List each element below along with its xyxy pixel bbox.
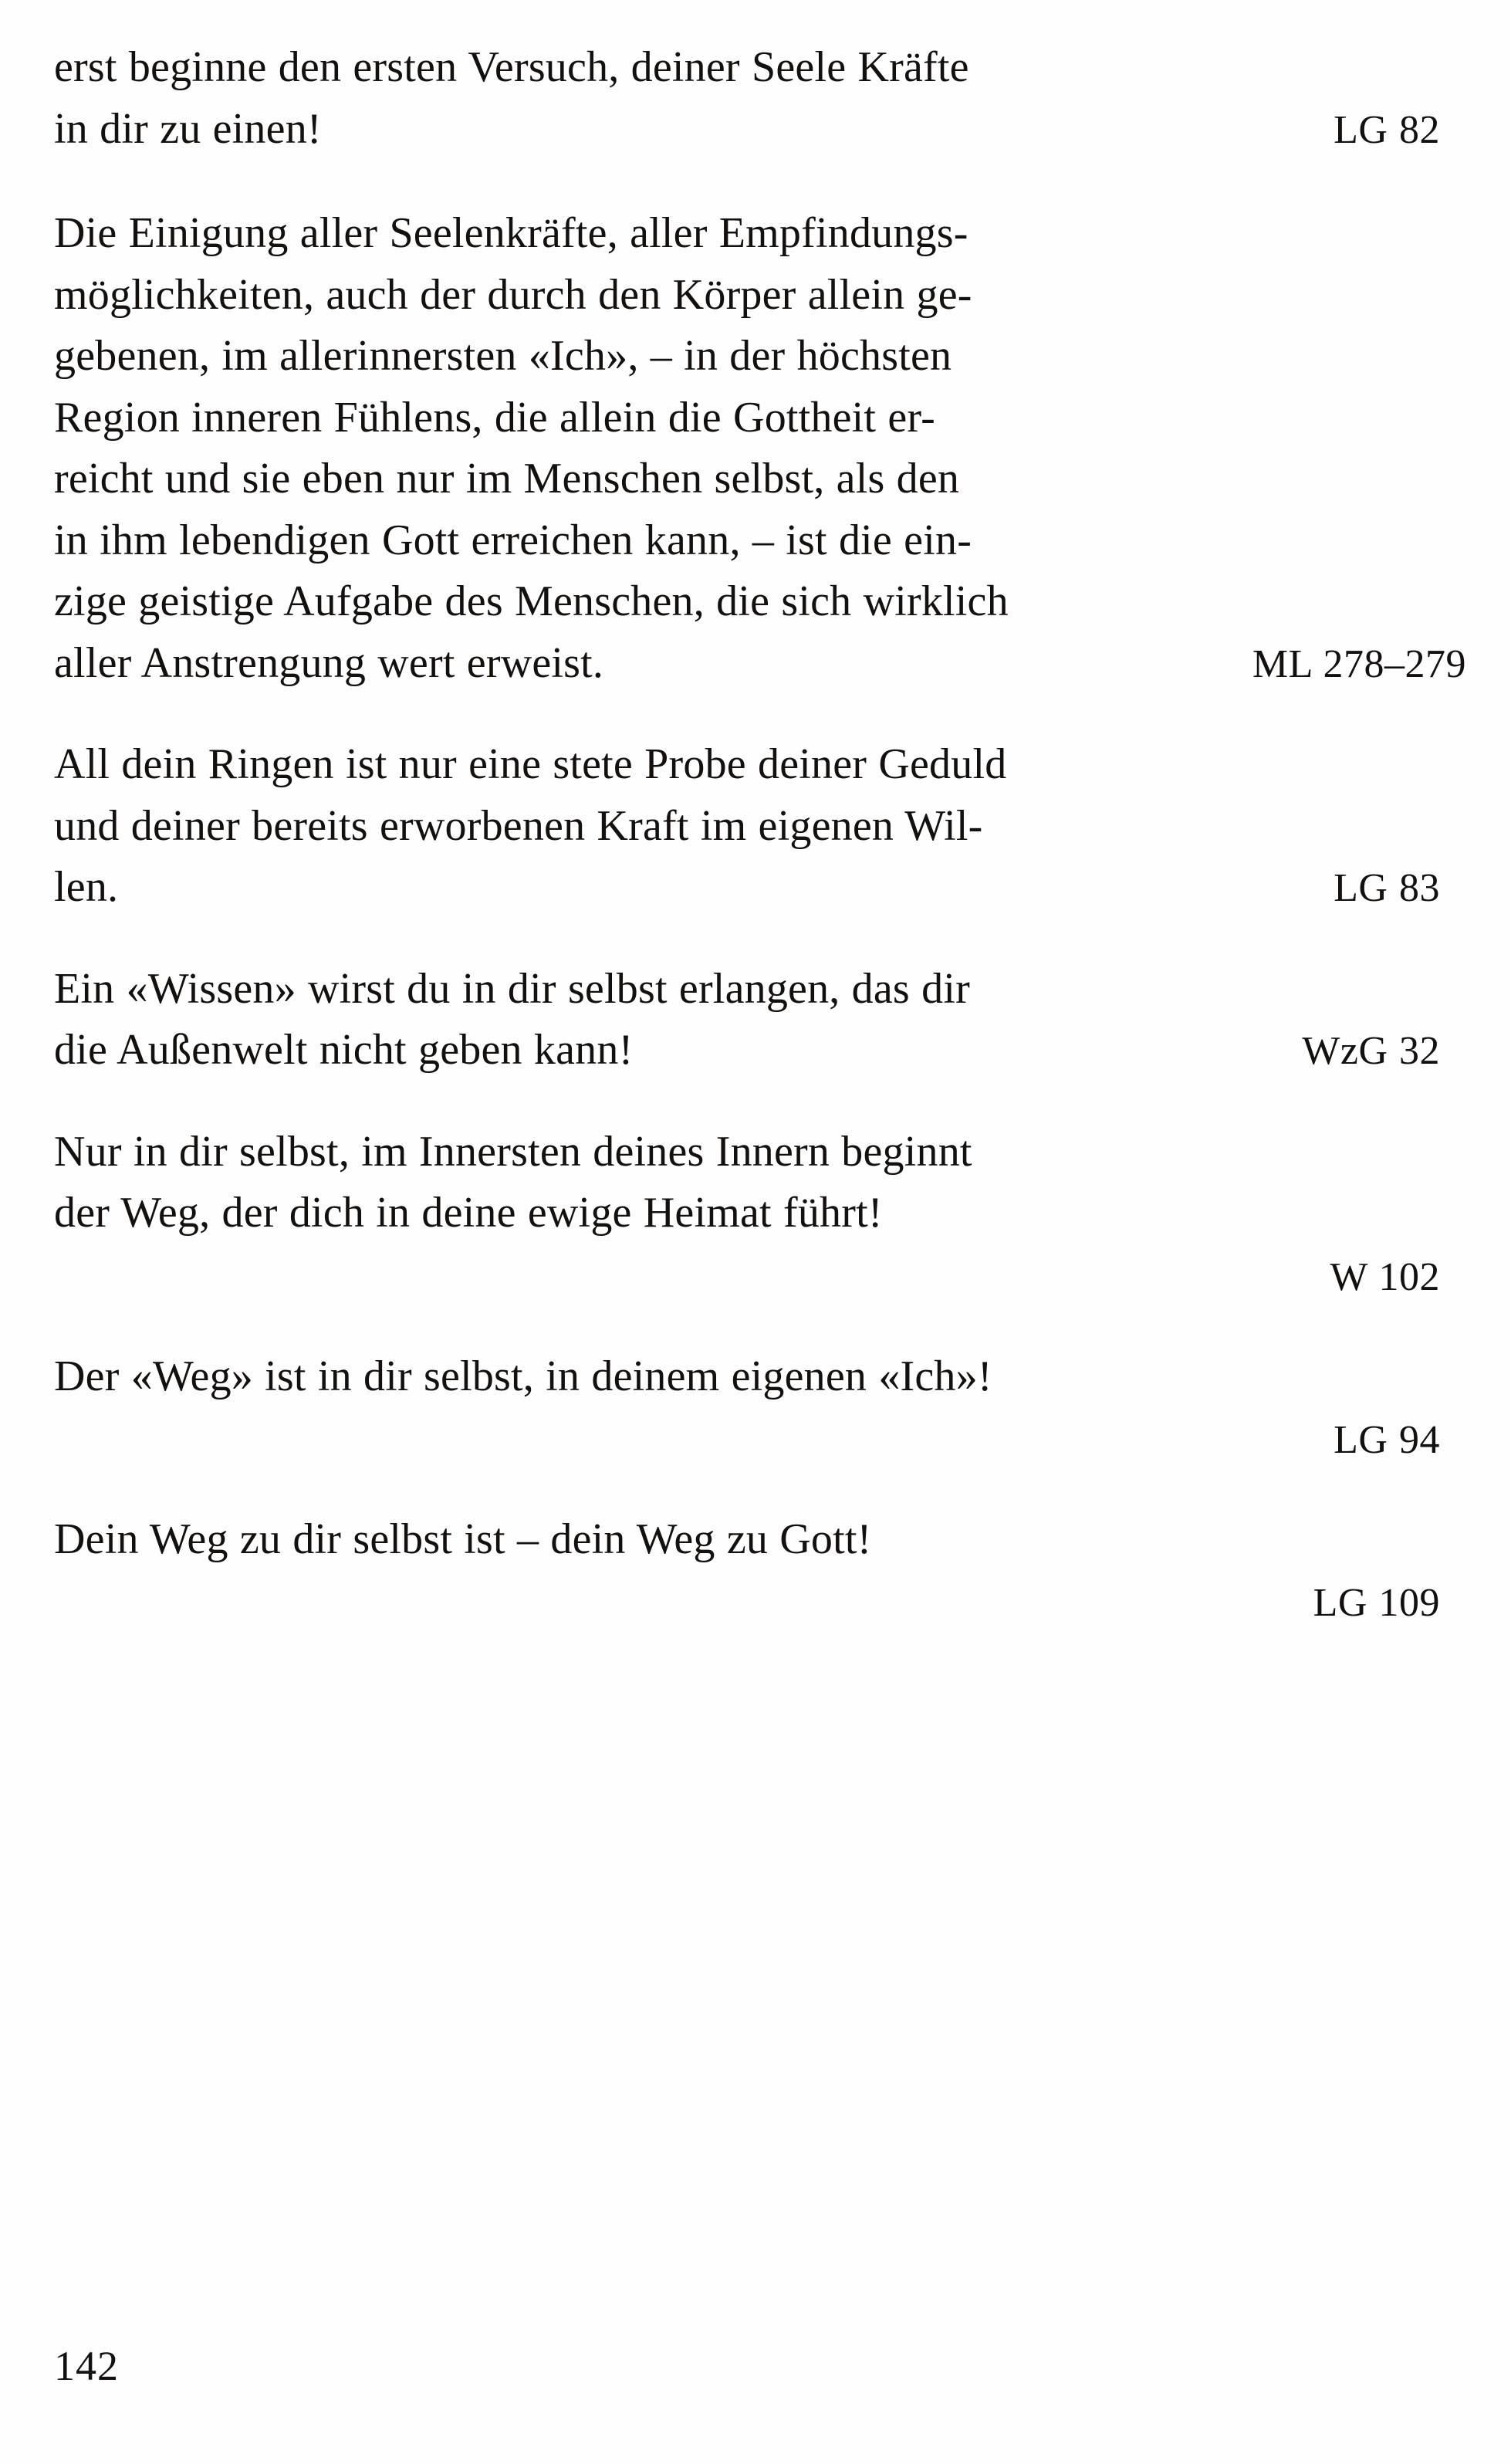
text-line: Die Einigung aller Seelenkräfte, aller Empfindungs- (54, 209, 968, 258)
quote-block (54, 203, 1466, 694)
quote-block (54, 37, 1466, 160)
source-reference: LG 82 (1334, 107, 1440, 152)
text-line: in dir zu einen! (54, 104, 322, 153)
quote-block (54, 1122, 1466, 1306)
text-line: die Außenwelt nicht geben kann! (54, 1026, 634, 1075)
quote-text (54, 1509, 1466, 1632)
source-reference: WzG 32 (1302, 1029, 1440, 1074)
text-line: und deiner bereits erworbenen Kraft im eigenen Wil- (54, 801, 983, 850)
source-reference: LG 83 (1334, 866, 1440, 911)
quote-block (54, 1346, 1466, 1469)
source-reference: ML 278–279 (1252, 641, 1466, 686)
source-reference: W 102 (1330, 1254, 1440, 1299)
quote-block (54, 734, 1466, 919)
text-line: gebenen, im allerinnersten «Ich», – in der höchsten (54, 332, 952, 381)
text-line: in ihm lebendigen Gott erreichen kann, – ist die ein- (54, 516, 972, 564)
quote-text (54, 1122, 1466, 1306)
quote-text (54, 959, 1466, 1081)
text-line: Nur in dir selbst, im Innersten deines Innern beginnt (54, 1127, 972, 1176)
quote-block (54, 959, 1466, 1081)
quote-block (54, 1509, 1466, 1632)
quote-text (54, 203, 1466, 694)
text-line: Dein Weg zu dir selbst ist – dein Weg zu Gott! (54, 1515, 872, 1563)
source-reference: LG 109 (1313, 1581, 1440, 1626)
source-reference: LG 94 (1334, 1418, 1440, 1463)
line-with-reference (54, 857, 1466, 919)
page-number: 142 (54, 2343, 119, 2389)
line-with-reference (54, 99, 1466, 161)
text-line: Der «Weg» ist in dir selbst, in deinem eigenen «Ich»! (54, 1352, 992, 1400)
line-with-reference (54, 633, 1466, 695)
quote-text (54, 37, 1466, 160)
quote-text (54, 1346, 1466, 1469)
text-line: zige geistige Aufgabe des Menschen, die sich wirklich (54, 577, 1009, 626)
text-line: der Weg, der dich in deine ewige Heimat führt! (54, 1189, 883, 1237)
text-line: Region inneren Fühlens, die allein die Gottheit er- (54, 393, 936, 442)
text-line: reicht und sie eben nur im Menschen selbst, als den (54, 455, 960, 503)
text-line: aller Anstrengung wert erweist. (54, 638, 604, 687)
text-line: All dein Ringen ist nur eine stete Probe deiner Geduld (54, 740, 1007, 789)
text-line: Ein «Wissen» wirst du in dir selbst erlangen, das dir (54, 964, 970, 1013)
text-line: erst beginne den ersten Versuch, deiner Seele Kräfte (54, 43, 969, 91)
text-column (54, 37, 1466, 1632)
text-line: möglichkeiten, auch der durch den Körper allein ge- (54, 270, 972, 319)
line-with-reference (54, 1020, 1466, 1081)
text-line: len. (54, 863, 119, 912)
quote-text (54, 734, 1466, 919)
